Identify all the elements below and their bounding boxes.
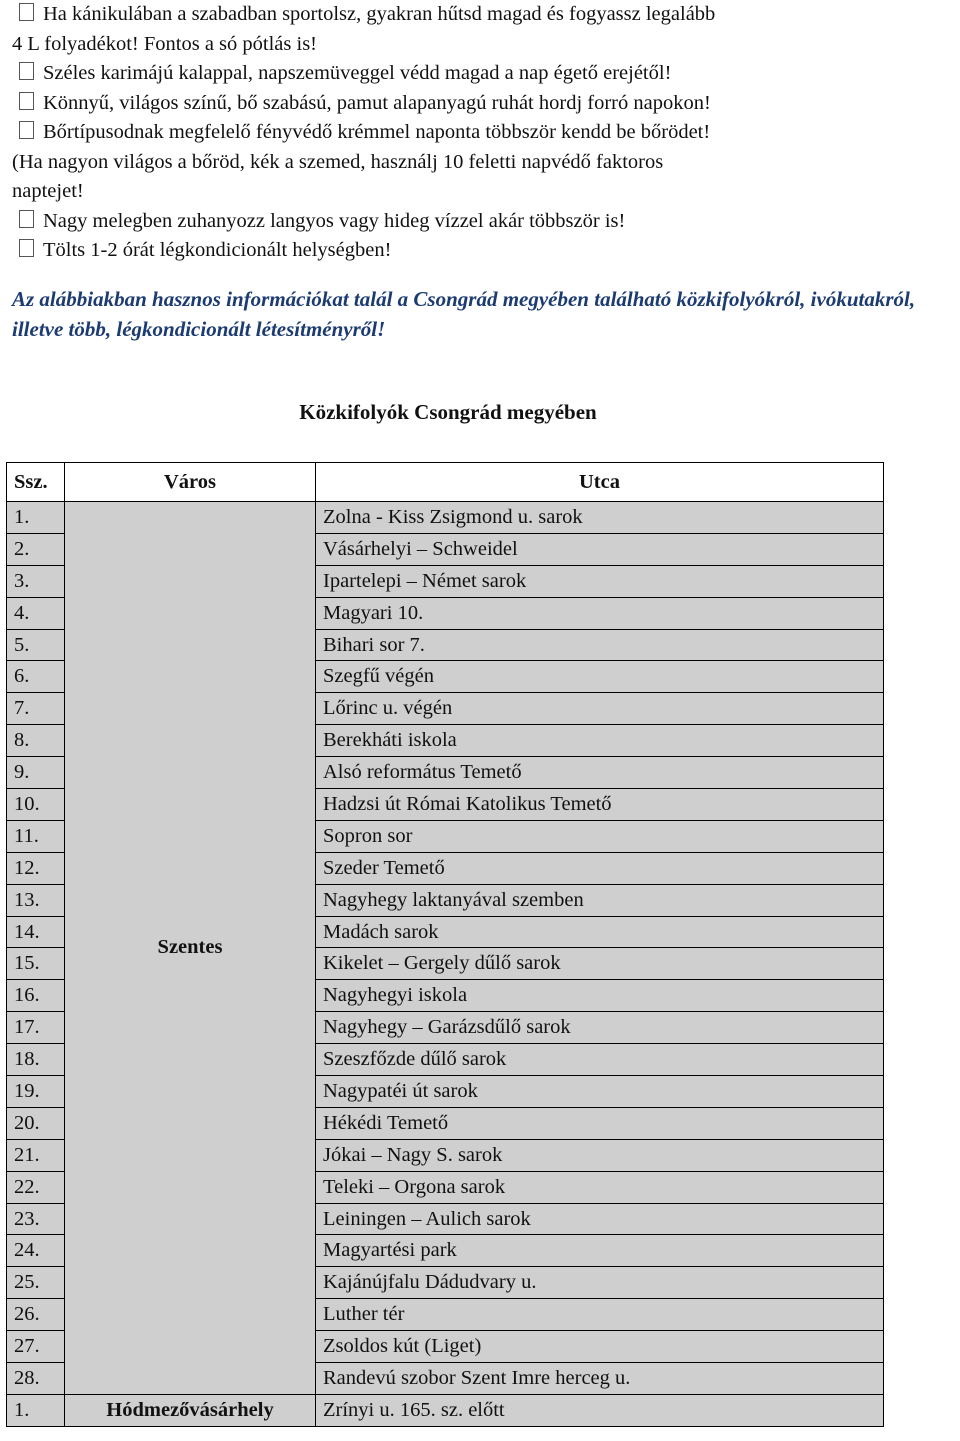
street-cell: Magyartési park bbox=[316, 1235, 884, 1267]
row-number: 2. bbox=[7, 533, 65, 565]
street-cell: Zsoldos kút (Liget) bbox=[316, 1331, 884, 1363]
row-number: 21. bbox=[7, 1139, 65, 1171]
row-number: 1. bbox=[7, 1394, 65, 1426]
street-cell: Ipartelepi – Német sarok bbox=[316, 565, 884, 597]
row-number: 13. bbox=[7, 884, 65, 916]
row-number: 23. bbox=[7, 1203, 65, 1235]
street-cell: Lőrinc u. végén bbox=[316, 693, 884, 725]
street-cell: Szeszfőzde dűlő sarok bbox=[316, 1044, 884, 1076]
street-cell: Zrínyi u. 165. sz. előtt bbox=[316, 1394, 884, 1426]
street-cell: Luther tér bbox=[316, 1299, 884, 1331]
street-cell: Kikelet – Gergely dűlő sarok bbox=[316, 948, 884, 980]
street-cell: Jókai – Nagy S. sarok bbox=[316, 1139, 884, 1171]
street-cell: Leiningen – Aulich sarok bbox=[316, 1203, 884, 1235]
fountain-table bbox=[6, 462, 884, 1427]
street-cell: Sopron sor bbox=[316, 820, 884, 852]
bullet-box-icon bbox=[19, 92, 34, 110]
row-number: 26. bbox=[7, 1299, 65, 1331]
tip-text: Bőrtípusodnak megfelelő fényvédő krémmel naponta többször kendd be bőrödet! bbox=[43, 121, 711, 143]
row-number: 12. bbox=[7, 852, 65, 884]
row-number: 24. bbox=[7, 1235, 65, 1267]
bullet-box-icon bbox=[19, 239, 34, 257]
tip-text: Ha kánikulában a szabadban sportolsz, gyakran hűtsd magad és fogyassz legalább bbox=[43, 3, 716, 25]
street-cell: Alsó református Temető bbox=[316, 757, 884, 789]
tip-item bbox=[12, 148, 956, 178]
street-cell: Zolna - Kiss Zsigmond u. sarok bbox=[316, 502, 884, 534]
row-number: 1. bbox=[7, 502, 65, 534]
tip-text: (Ha nagyon világos a bőröd, kék a szemed, használj 10 feletti napvédő faktoros bbox=[12, 150, 664, 173]
tip-item bbox=[12, 0, 956, 30]
advice-list bbox=[12, 0, 956, 266]
header-street: Utca bbox=[316, 463, 884, 502]
table-row bbox=[7, 1394, 884, 1426]
street-cell: Randevú szobor Szent Imre herceg u. bbox=[316, 1363, 884, 1395]
tip-text: Széles karimájú kalappal, napszemüveggel védd magad a nap égető erejétől! bbox=[43, 62, 672, 84]
street-cell: Kajánújfalu Dádudvary u. bbox=[316, 1267, 884, 1299]
street-cell: Nagyhegyi iskola bbox=[316, 980, 884, 1012]
tip-text: naptejet! bbox=[12, 180, 84, 202]
row-number: 27. bbox=[7, 1331, 65, 1363]
tip-item bbox=[12, 89, 956, 119]
row-number: 6. bbox=[7, 661, 65, 693]
row-number: 16. bbox=[7, 980, 65, 1012]
tip-item bbox=[12, 30, 956, 60]
row-number: 5. bbox=[7, 629, 65, 661]
row-number: 25. bbox=[7, 1267, 65, 1299]
row-number: 28. bbox=[7, 1363, 65, 1395]
header-city: Város bbox=[65, 463, 316, 502]
tip-item bbox=[12, 59, 956, 89]
tip-text: 4 L folyadékot! Fontos a só pótlás is! bbox=[12, 32, 317, 55]
table-row bbox=[7, 502, 884, 534]
bullet-box-icon bbox=[19, 210, 34, 228]
tip-text: Tölts 1-2 órát légkondicionált helységben! bbox=[43, 239, 392, 261]
tip-item bbox=[12, 118, 956, 148]
city-cell: Hódmezővásárhely bbox=[65, 1394, 316, 1426]
tip-text: Könnyű, világos színű, bő szabású, pamut alapanyagú ruhát hordj forró napokon! bbox=[43, 91, 711, 114]
table-title: Közkifolyók Csongrád megyében bbox=[299, 400, 597, 424]
street-cell: Hadzsi út Római Katolikus Temető bbox=[316, 789, 884, 821]
bullet-box-icon bbox=[19, 3, 34, 21]
tip-item bbox=[12, 207, 956, 237]
row-number: 17. bbox=[7, 1012, 65, 1044]
street-cell: Nagyhegy – Garázsdűlő sarok bbox=[316, 1012, 884, 1044]
street-cell: Szegfű végén bbox=[316, 661, 884, 693]
row-number: 4. bbox=[7, 597, 65, 629]
street-cell: Nagyhegy laktanyával szemben bbox=[316, 884, 884, 916]
street-cell: Szeder Temető bbox=[316, 852, 884, 884]
row-number: 19. bbox=[7, 1076, 65, 1108]
street-cell: Madách sarok bbox=[316, 916, 884, 948]
street-cell: Magyari 10. bbox=[316, 597, 884, 629]
street-cell: Bihari sor 7. bbox=[316, 629, 884, 661]
row-number: 18. bbox=[7, 1044, 65, 1076]
row-number: 22. bbox=[7, 1171, 65, 1203]
street-cell: Nagypatéi út sarok bbox=[316, 1076, 884, 1108]
row-number: 10. bbox=[7, 789, 65, 821]
street-cell: Hékédi Temető bbox=[316, 1107, 884, 1139]
row-number: 9. bbox=[7, 757, 65, 789]
row-number: 14. bbox=[7, 916, 65, 948]
header-num: Ssz. bbox=[7, 463, 65, 502]
tip-item bbox=[12, 236, 956, 266]
intro-paragraph: Az alábbiakban hasznos információkat talál a Csongrád megyében található közkifolyókról, ivókutakról, illetve több, légkondicionált létesítményről! bbox=[12, 287, 916, 341]
row-number: 8. bbox=[7, 725, 65, 757]
row-number: 15. bbox=[7, 948, 65, 980]
row-number: 20. bbox=[7, 1107, 65, 1139]
table-header-row bbox=[7, 463, 884, 502]
table-body bbox=[7, 502, 884, 1427]
row-number: 3. bbox=[7, 565, 65, 597]
row-number: 11. bbox=[7, 820, 65, 852]
row-number: 7. bbox=[7, 693, 65, 725]
bullet-box-icon bbox=[19, 62, 34, 80]
city-cell: Szentes bbox=[65, 502, 316, 1395]
street-cell: Berekháti iskola bbox=[316, 725, 884, 757]
street-cell: Vásárhelyi – Schweidel bbox=[316, 533, 884, 565]
bullet-box-icon bbox=[19, 121, 34, 139]
tip-text: Nagy melegben zuhanyozz langyos vagy hideg vízzel akár többször is! bbox=[43, 209, 626, 232]
tip-item bbox=[12, 177, 956, 207]
street-cell: Teleki – Orgona sarok bbox=[316, 1171, 884, 1203]
